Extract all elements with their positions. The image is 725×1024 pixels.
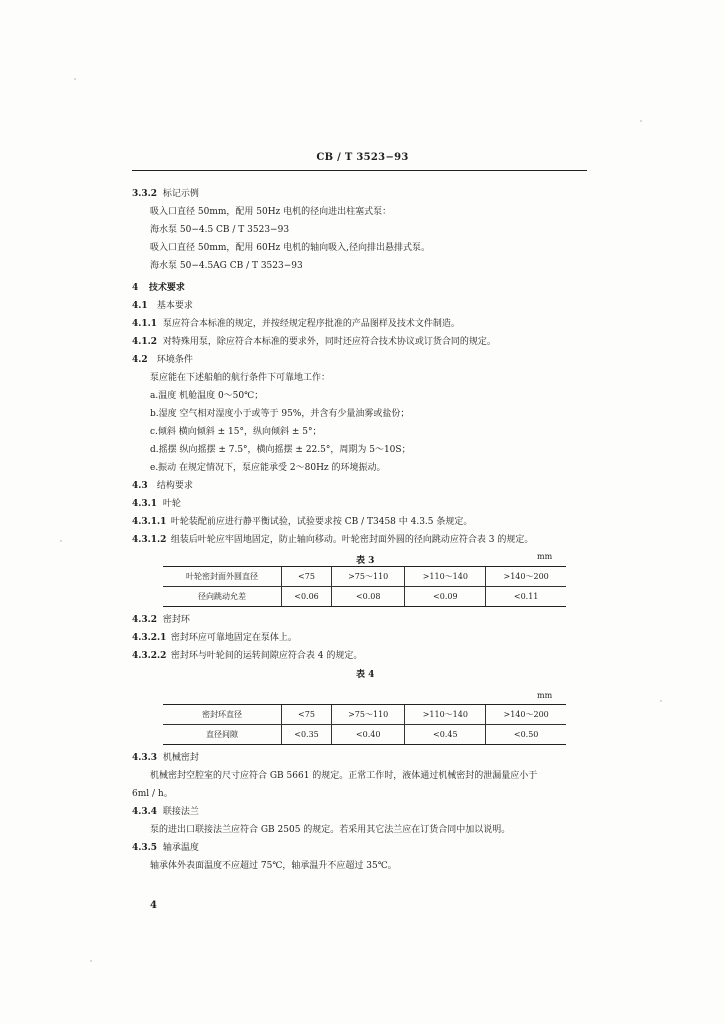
header-rule <box>132 170 587 171</box>
scan-speck <box>90 960 92 962</box>
table-cell: >110～140 <box>405 567 486 587</box>
table-cell: >75～110 <box>332 705 405 725</box>
table-4-caption: 表 4 <box>356 670 375 680</box>
section-4-2-heading: 4.2 环境条件 <box>132 355 193 365</box>
table-cell: <0.40 <box>332 725 405 745</box>
table-cell: 叶轮密封面外圆直径 <box>163 567 282 587</box>
example-1-description: 吸入口直径 50mm，配用 50Hz 电机的径向进出柱塞式泵： <box>150 207 392 217</box>
table-cell: <0.35 <box>282 725 332 745</box>
section-4-3-2-1: 4.3.2.1 密封环应可靠地固定在泵体上。 <box>132 633 297 643</box>
example-2-description: 吸入口直径 50mm，配用 60Hz 电机的轴向吸入,径向排出悬排式泵。 <box>150 243 431 253</box>
section-4-3-3-text-line-2: 6ml / h。 <box>132 789 173 799</box>
table-cell: <0.08 <box>332 587 405 607</box>
table-cell: >140～200 <box>486 567 566 587</box>
section-4-3-5-heading: 4.3.5 轴承温度 <box>132 843 199 853</box>
section-4-1-1: 4.1.1 泵应符合本标准的规定，并按经规定程序批准的产品图样及技术文件制造。 <box>132 319 460 329</box>
table-cell: 径向跳动允差 <box>163 587 282 607</box>
section-4-3-1-heading: 4.3.1 叶轮 <box>132 499 181 509</box>
environment-intro: 泵应能在下述船舶的航行条件下可靠地工作： <box>150 373 331 383</box>
scan-speck <box>660 700 662 702</box>
table-4 <box>163 704 566 745</box>
section-4-3-4-text: 泵的进出口联接法兰应符合 GB 2505 的规定。若采用其它法兰应在订货合同中加以说明。 <box>150 825 511 835</box>
scan-speck <box>640 120 642 122</box>
table-cell: <0.09 <box>405 587 486 607</box>
section-4-1-heading: 4.1 基本要求 <box>132 301 193 311</box>
table-cell: 密封环直径 <box>163 705 282 725</box>
table-cell: <0.11 <box>486 587 566 607</box>
environment-item-b: b.湿度 空气相对湿度小于或等于 95%，并含有少量油雾或盐份； <box>150 409 410 419</box>
environment-item-d: d.摇摆 纵向摇摆 ± 7.5°，横向摇摆 ± 22.5°，周期为 5～10S； <box>150 445 411 455</box>
table-3-unit: mm <box>537 552 553 561</box>
table-row <box>163 725 566 745</box>
table-cell: >110～140 <box>405 705 486 725</box>
section-4-3-1-1: 4.3.1.1 叶轮装配前应进行静平衡试验，试验要求按 CB / T3458 中 4.3.5 条规定。 <box>132 517 473 527</box>
table-cell: <0.06 <box>282 587 332 607</box>
table-4-unit: mm <box>537 691 553 700</box>
scan-speck <box>74 78 76 80</box>
page-header: CB / T 3523−93 <box>316 152 409 163</box>
table-cell: <0.50 <box>486 725 566 745</box>
environment-item-e: e.振动 在规定情况下，泵应能承受 2～80Hz 的环境振动。 <box>150 463 386 473</box>
table-3-caption: 表 3 <box>356 556 375 566</box>
example-2-code: 海水泵 50−4.5AG CB / T 3523−93 <box>150 261 303 271</box>
section-4-3-1-2: 4.3.1.2 组装后叶轮应牢固地固定，防止轴向移动。叶轮密封面外圆的径向跳动应符合表 3 的规定。 <box>132 535 534 545</box>
section-4-3-5-text: 轴承体外表面温度不应超过 75℃，轴承温升不应超过 35℃。 <box>150 861 397 871</box>
table-cell: <0.45 <box>405 725 486 745</box>
environment-item-a: a.温度 机舱温度 0～50℃； <box>150 391 264 401</box>
table-row <box>163 587 566 607</box>
example-1-code: 海水泵 50−4.5 CB / T 3523−93 <box>150 225 290 235</box>
section-4-3-4-heading: 4.3.4 联接法兰 <box>132 807 199 817</box>
page-number: 4 <box>150 900 157 911</box>
table-cell: >75～110 <box>332 567 405 587</box>
section-4-3-2-heading: 4.3.2 密封环 <box>132 615 190 625</box>
table-cell: 直径间隙 <box>163 725 282 745</box>
scan-speck <box>60 540 62 542</box>
table-3 <box>163 566 566 607</box>
section-4-3-3-text-line-1: 机械密封空腔室的尺寸应符合 GB 5661 的规定。正常工作时，液体通过机械密封的泄漏量应小于 <box>150 771 538 781</box>
table-row <box>163 705 566 725</box>
table-cell: >140～200 <box>486 705 566 725</box>
environment-item-c: c.倾斜 横向倾斜 ± 15°，纵向倾斜 ± 5°； <box>150 427 322 437</box>
section-4-3-3-heading: 4.3.3 机械密封 <box>132 753 199 763</box>
table-row <box>163 567 566 587</box>
section-4-3-2-2: 4.3.2.2 密封环与叶轮间的运转间隙应符合表 4 的规定。 <box>132 651 363 661</box>
section-4-3-heading: 4.3 结构要求 <box>132 481 193 491</box>
section-4-1-2: 4.1.2 对特殊用泵，除应符合本标准的要求外，同时还应符合技术协议或订货合同的规定。 <box>132 337 496 347</box>
section-3-3-2-heading: 3.3.2 标记示例 <box>132 189 199 199</box>
section-4-heading: 4 技术要求 <box>132 283 185 293</box>
table-cell: <75 <box>282 567 332 587</box>
table-cell: <75 <box>282 705 332 725</box>
